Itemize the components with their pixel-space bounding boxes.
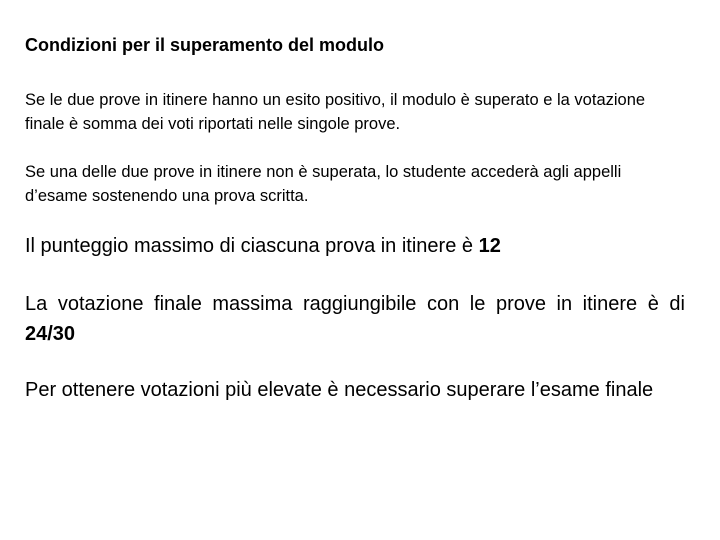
paragraph-prova-non-superata: Se una delle due prove in itinere non è superata, lo studente accederà agli appelli d’esame sostenendo una prova scritta. xyxy=(25,163,622,205)
punteggio-value: 12 xyxy=(478,235,501,257)
votazione-text: La votazione finale massima raggiungibile con le prove in itinere è di xyxy=(25,293,685,315)
paragraph-esame-finale: Per ottenere votazioni più elevate è necessario superare l’esame finale xyxy=(25,379,654,401)
paragraph-punteggio-massimo xyxy=(25,231,685,261)
punteggio-text: Il punteggio massimo di ciascuna prova in itinere è xyxy=(25,235,479,257)
slide-title: Condizioni per il superamento del modulo xyxy=(25,35,385,55)
slide xyxy=(25,0,685,540)
votazione-value: 24/30 xyxy=(25,323,76,345)
paragraph-prove-superate: Se le due prove in itinere hanno un esito positivo, il modulo è superato e la votazione finale è somma dei voti riportati nelle singole prove. xyxy=(25,91,646,133)
paragraph-votazione-massima xyxy=(25,289,685,349)
